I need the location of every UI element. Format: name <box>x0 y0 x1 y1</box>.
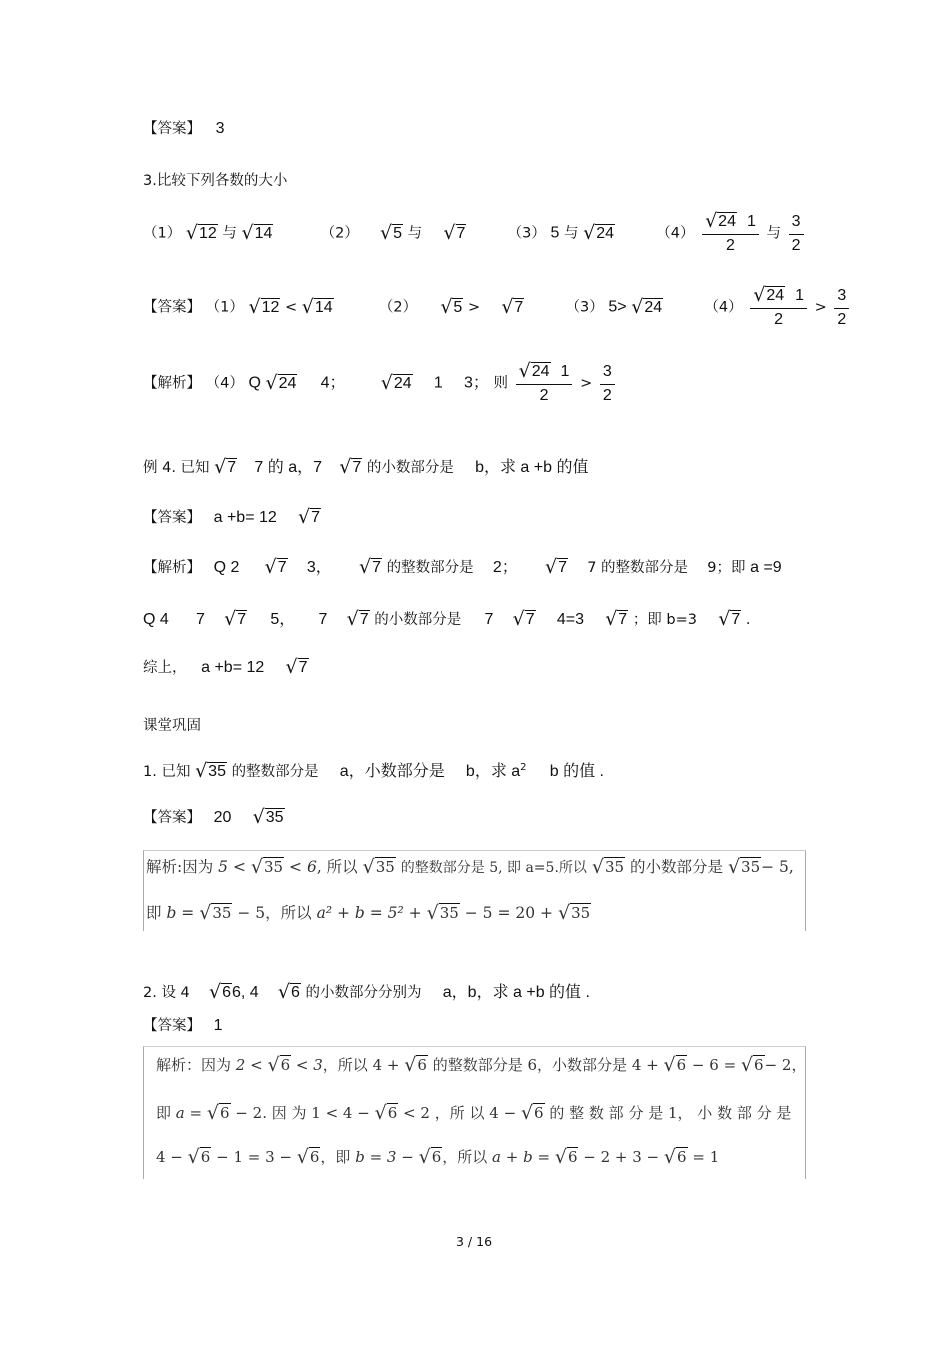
fraction-3-over-2: $\frac{3}{2}$ <box>789 211 804 257</box>
four: 4； <box>320 374 346 392</box>
solution-math: a² + b = 5² + <box>316 904 422 922</box>
lt-sign: < <box>284 299 298 316</box>
solution-text: ，所以 <box>442 1148 488 1166</box>
solution-math: − 6 = <box>691 1056 737 1074</box>
sqrt-35: √35 <box>195 759 226 782</box>
example-4-text-2: 的小数部分是 <box>366 460 454 476</box>
four-equals-three: 4=3 <box>556 611 584 628</box>
answer-value: 20 <box>213 809 232 826</box>
solution-1-line-2 <box>146 902 591 924</box>
sqrt-6: √6 <box>520 1102 544 1124</box>
analysis-row-3 <box>143 360 618 408</box>
integer-part-text: 的整数部分是 <box>231 763 319 780</box>
solution-math: < 6 <box>289 858 317 876</box>
sqrt-7: √7 <box>214 456 237 478</box>
solution-text: 即 <box>156 1104 172 1122</box>
sqrt-7: √7 <box>544 556 567 578</box>
page-number: 3 / 16 <box>456 1234 493 1249</box>
seven-integer-part-text: 7 的整数部分是 <box>587 560 689 576</box>
b-find-text: b，求 a <box>465 762 521 780</box>
answer-value: a +b= 12 <box>213 509 277 526</box>
item-4-label: （4） <box>704 299 743 316</box>
sqrt-6: √6 <box>554 1146 578 1168</box>
solution-math: = 1 <box>692 1148 720 1166</box>
three: 3； <box>464 374 489 392</box>
solution-text: 即 <box>146 904 162 922</box>
period: . <box>745 612 751 628</box>
sqrt-7: √7 <box>512 608 535 630</box>
solution-math: b = 3 − <box>355 1148 414 1166</box>
solution-text: ，即 <box>320 1148 351 1166</box>
solution-math: 5 < <box>218 858 246 876</box>
sqrt-6: √6 <box>374 1102 398 1124</box>
gt-sign: > <box>580 375 593 392</box>
solution-math: a + b = <box>492 1148 551 1166</box>
fraction-sqrt24-1-over-2: $\frac{√24 1}{2}$ <box>702 210 759 257</box>
solution-1-line-1 <box>146 856 794 879</box>
question-3-title: 3.比较下列各数的大小 <box>143 173 288 189</box>
exercise-1 <box>143 755 604 785</box>
five: 5， <box>270 611 296 628</box>
item-4-label: （4） <box>205 375 244 392</box>
sqrt-6: √6 <box>277 981 300 1003</box>
item-4-label: （4） <box>656 225 695 242</box>
solution-math: < 3 <box>295 1056 323 1074</box>
seven: 7 <box>196 611 205 628</box>
sqrt-6: √6 <box>209 981 232 1003</box>
solution-text: 的小数部分是 <box>629 858 723 876</box>
five-gt: 5> <box>608 298 627 316</box>
gt-sign: > <box>814 299 827 316</box>
example-4-text-3: b，求 a +b 的值 <box>475 459 589 476</box>
answer-label: 【答案】 <box>143 121 201 137</box>
sqrt-12: √12 <box>248 295 280 318</box>
fraction-sqrt24-1-over-2: $\frac{√24 1}{2}$ <box>516 360 573 407</box>
sqrt-7: √7 <box>358 556 381 578</box>
sqrt-35: √35 <box>591 856 625 878</box>
solution-2-line-3 <box>156 1146 719 1168</box>
three: 3， <box>306 559 332 576</box>
solution-text: 的整数部分是 6，小数部分是 <box>432 1056 628 1074</box>
solution-math: − 1 = 3 − <box>216 1148 292 1166</box>
sqrt-14: √14 <box>241 221 273 244</box>
solution-math: 4 + <box>631 1056 659 1074</box>
fraction-3-over-2: $\frac{3}{2}$ <box>600 361 615 407</box>
solution-text: 解析：因为 <box>156 1056 232 1074</box>
sqrt-6: √6 <box>296 1146 320 1168</box>
solution-2-line-1 <box>156 1054 806 1076</box>
yu-text: 与 <box>407 225 423 242</box>
answer-row-3 <box>143 284 852 332</box>
sqrt-7: √7 <box>298 506 321 528</box>
analysis-label: 【解析】 <box>143 560 201 576</box>
section-title: 课堂巩固 <box>143 718 201 734</box>
answer-value: 1 <box>213 1017 223 1034</box>
solution-math: 2 < <box>235 1056 263 1074</box>
solution-math: 4 + <box>372 1056 400 1074</box>
answer-label: 【答案】 <box>143 299 201 316</box>
item-1-label: （1） <box>143 225 182 242</box>
sqrt-24: √24 <box>380 371 412 394</box>
integer-part-text: 的整数部分是 <box>386 560 474 576</box>
sqrt-6: √6 <box>187 1146 211 1168</box>
q2-text: Q 2 <box>213 559 240 576</box>
answer-label: 【答案】 <box>143 1018 201 1034</box>
analysis-label: 【解析】 <box>143 375 201 392</box>
answer-label: 【答案】 <box>143 510 201 526</box>
sqrt-6: √6 <box>418 1146 442 1168</box>
example-4 <box>143 454 588 481</box>
sqrt-35: √35 <box>199 902 232 924</box>
exercise-1-prefix: 1. 已知 <box>143 763 191 780</box>
sqrt-35: √35 <box>727 856 761 878</box>
sqrt-35: √35 <box>362 856 395 878</box>
answer-value: 3 <box>215 120 225 137</box>
answer-c2 <box>143 1016 223 1036</box>
seven: 7 <box>484 611 494 628</box>
solution-text: . 因 为 <box>262 1104 307 1122</box>
solution-math: 1 < 4 − <box>311 1104 370 1122</box>
ze-text: 则 <box>493 375 509 392</box>
sqrt-5: √5 <box>380 221 403 244</box>
fraction-sqrt24-1-over-2: $\frac{√24 1}{2}$ <box>750 284 807 331</box>
sqrt-24: √24 <box>265 371 297 394</box>
q-symbol: Q <box>248 374 261 392</box>
solution-text: ，所以 <box>322 1056 368 1074</box>
answer-line-1 <box>143 119 225 139</box>
item-3-label: （3） <box>507 225 546 242</box>
item-2-label: （2） <box>378 299 418 316</box>
comparison-row <box>143 210 807 258</box>
sqrt-24: √24 <box>631 295 663 318</box>
sqrt-35: √35 <box>426 902 459 924</box>
solution-2-line-2 <box>156 1102 791 1124</box>
sqrt-7: √7 <box>718 608 741 630</box>
sqrt-35: √35 <box>250 856 284 878</box>
sqrt-6: √6 <box>663 1146 687 1168</box>
b-equals-3: ；即 b=3 <box>632 612 698 628</box>
solution-math: 4 − <box>489 1104 517 1122</box>
yu-text: 与 <box>222 225 237 242</box>
exercise-2-tail: a，b，求 a +b 的值 . <box>442 984 590 1001</box>
a-fraction-text: a，小数部分是 <box>339 762 445 780</box>
example-4-text-1: 7 的 a，7 <box>254 459 322 476</box>
sqrt-7: √7 <box>346 608 369 630</box>
solution-math: − 5, <box>761 858 794 876</box>
solution-text: 的 整 数 部 分 是 1， 小 数 部 分 是 <box>549 1104 792 1122</box>
q4-text: Q 4 <box>143 611 169 628</box>
sqrt-7: √7 <box>605 608 628 630</box>
one: 1 <box>433 374 443 392</box>
answer-c1 <box>143 804 285 831</box>
solution-math: < 2 <box>403 1104 430 1122</box>
answer-4 <box>143 504 321 531</box>
summary-prefix: 综上， <box>143 660 187 676</box>
sqrt-24: √24 <box>583 221 614 244</box>
yu-text: 与 <box>766 225 781 242</box>
answer-label: 【答案】 <box>143 810 201 826</box>
sqrt-7: √7 <box>339 456 362 478</box>
solution-text: ，所以 <box>265 904 312 922</box>
item-1-label: （1） <box>205 299 244 316</box>
item-3-label: （3） <box>565 299 604 316</box>
sqrt-7: √7 <box>443 221 466 244</box>
exercise-1-tail: b 的值 . <box>549 762 605 780</box>
summary-4 <box>143 654 309 681</box>
solution-math: a = <box>175 1104 203 1122</box>
sqrt-6: √6 <box>267 1054 291 1076</box>
solution-text: 解析:因为 <box>146 858 214 876</box>
sqrt-7: √7 <box>264 556 287 578</box>
fraction-parts-text: 的小数部分分别为 <box>305 985 422 1001</box>
sqrt-14: √14 <box>301 295 333 318</box>
analysis-4-line-2 <box>143 606 750 633</box>
two: 2； <box>492 559 518 576</box>
gt-sign: > <box>467 299 481 316</box>
solution-math: − 5 <box>237 904 266 922</box>
solution-text: ，所 以 <box>434 1104 485 1122</box>
sqrt-5: √5 <box>440 295 463 318</box>
sqrt-12: √12 <box>185 221 217 244</box>
exercise-2-prefix: 2. 设 4 <box>143 985 190 1001</box>
nine-text: 9；即 <box>707 560 746 576</box>
sqrt-35: √35 <box>252 806 284 828</box>
a-equals-9: a =9 <box>750 559 782 576</box>
fraction-part-text: 的小数部分是 <box>374 612 462 628</box>
item-2-label: （2） <box>320 225 359 242</box>
solution-math: − 2 <box>235 1104 263 1122</box>
analysis-4 <box>143 554 782 581</box>
solution-math: − 5 = 20 + <box>464 904 554 922</box>
solution-math: b = <box>166 904 195 922</box>
sqrt-6: √6 <box>404 1054 427 1076</box>
seven: 7 <box>318 611 328 628</box>
solution-math: − 2 + 3 − <box>583 1148 660 1166</box>
solution-math: − 2， <box>764 1056 807 1074</box>
superscript-2: 2 <box>520 762 527 773</box>
fraction-3-over-2: $\frac{3}{2}$ <box>834 285 849 331</box>
solution-text: 的整数部分是 5, 即 a=5.所以 <box>400 860 587 876</box>
sqrt-7: √7 <box>501 295 524 318</box>
solution-math: 4 − <box>156 1148 183 1166</box>
sqrt-6: √6 <box>740 1054 764 1076</box>
solution-text: , 所以 <box>316 858 358 876</box>
comma-four: 6, 4 <box>232 984 259 1001</box>
exercise-2 <box>143 979 590 1006</box>
sqrt-6: √6 <box>663 1054 687 1076</box>
sqrt-7: √7 <box>285 656 308 678</box>
sqrt-7: √7 <box>224 608 247 630</box>
sqrt-35: √35 <box>557 902 591 924</box>
example-4-prefix: 例 4. 已知 <box>143 460 210 476</box>
five: 5 <box>550 224 560 242</box>
summary-value: a +b= 12 <box>201 659 265 676</box>
sqrt-6: √6 <box>206 1102 230 1124</box>
yu-text: 与 <box>563 225 579 242</box>
